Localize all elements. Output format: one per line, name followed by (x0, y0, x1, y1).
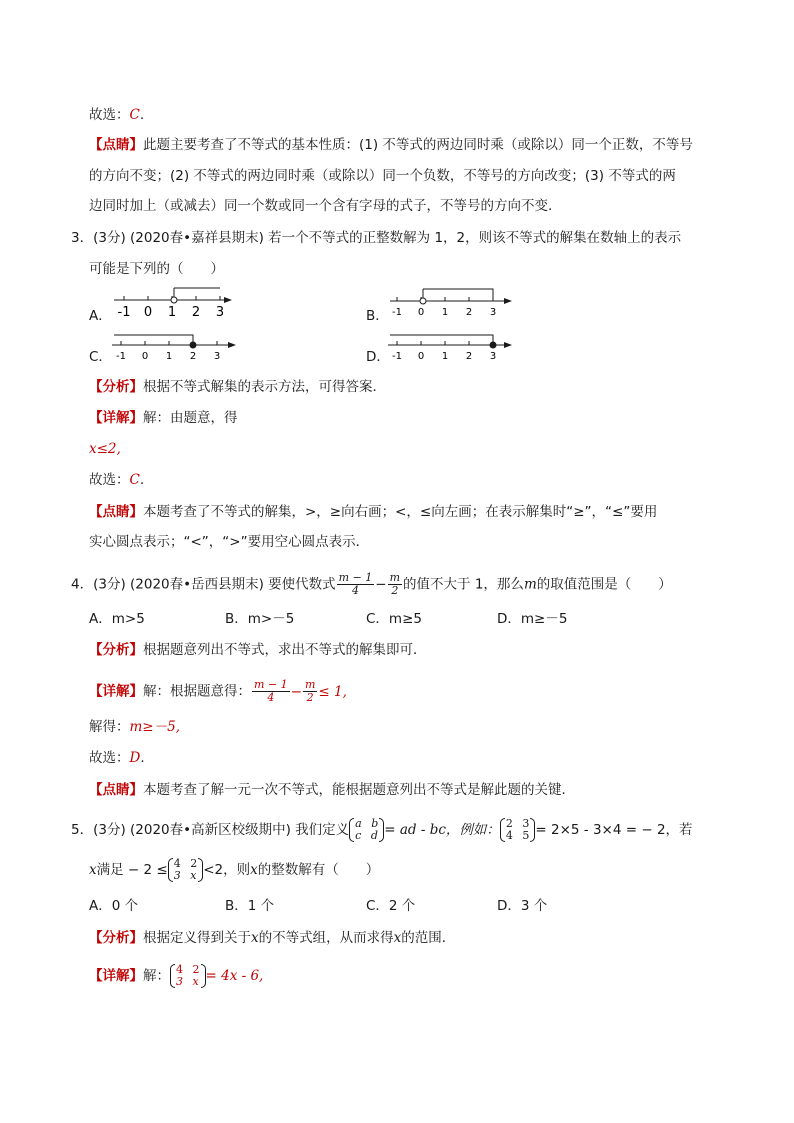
variable: x (251, 930, 259, 946)
tick-label: 3 (213, 351, 221, 362)
matrix-example (500, 818, 536, 842)
analysis-text: 根据不等式解集的表示方法，可得答案． (143, 379, 386, 395)
solution-formula (251, 678, 347, 704)
numerator: m (389, 571, 401, 584)
q4-option-c: C．m≥5 (366, 611, 422, 627)
q4-solution (89, 679, 347, 704)
q5-solution (89, 964, 263, 988)
tick-label: 2 (191, 305, 201, 319)
question-number: 5． (71, 822, 94, 838)
matrix-row: a b (355, 817, 379, 830)
q4-comment (89, 780, 575, 800)
q5-option-a: A．0 个 (89, 898, 139, 914)
solution-text: 解：根据题意得： (143, 683, 251, 700)
answer-choice: C (129, 107, 140, 123)
q3-stem-line-2 (89, 259, 224, 279)
question-stem: 的值不大于 1，那么 (403, 576, 524, 593)
solution-text: 解：由题意，得 (143, 410, 238, 426)
fraction (337, 572, 375, 597)
question-stem: (3分) (2020春•高新区校级期中) 我们定义 (93, 822, 350, 838)
analysis-text: 的范围． (401, 930, 456, 946)
q4-option-b: B．m>－5 (225, 611, 295, 627)
comment-text: 边同时加上（或减去）同一个数或同一个含有字母的式子，不等号的方向不变. (89, 198, 553, 214)
matrix-row: 2 3 (505, 817, 530, 830)
matrix-row: 3 x (176, 975, 199, 988)
solution-tag: 【详解】 (89, 968, 143, 984)
tick-label: -1 (116, 351, 126, 362)
comment-text: 本题考查了不等式的解集，>，≥向右画；<，≤向左画；在表示解集时“≥”，“≤”要用 (143, 504, 658, 520)
comment-tag: 【点睛】 (89, 504, 143, 520)
q3-number-line-d (386, 332, 516, 362)
analysis-text: 根据定义得到关于 (143, 930, 251, 946)
answer-period: . (139, 107, 145, 123)
comment-tag: 【点睛】 (89, 137, 143, 153)
q3-option-d-label: D． (366, 349, 390, 365)
q5-stem-line-1 (71, 818, 693, 842)
q4-solved (89, 717, 180, 737)
q3-number-line-c (110, 332, 240, 362)
question-number: 3． (71, 230, 94, 246)
matrix-row: 4 2 (173, 857, 198, 870)
tick-label: 3 (489, 307, 497, 318)
q3-number-line-a (110, 285, 235, 319)
comment-line-3 (89, 196, 552, 216)
tick-label: 1 (165, 351, 173, 362)
tick-label: 0 (143, 305, 153, 319)
question-stem: (3分) (2020春•岳西县期末) 要使代数式 (93, 576, 336, 593)
q5-option-d: D．3 个 (497, 898, 548, 914)
answer-choice: C (129, 472, 140, 488)
analysis-tag: 【分析】 (89, 930, 143, 946)
tick-label: 0 (417, 351, 425, 362)
tick-label: -1 (392, 307, 402, 318)
inequality-rhs: ≤ 1, (318, 683, 347, 700)
denominator: 2 (306, 691, 314, 704)
q4-stem (71, 572, 672, 597)
fraction (252, 679, 290, 704)
definition-rhs: = ad - bc，例如： (384, 822, 500, 838)
example-rhs: = 2×5 - 3×4 = − 2，若 (535, 822, 693, 838)
analysis-text: 根据题意列出不等式，求出不等式的解集即可． (143, 642, 427, 658)
tick-label: 2 (465, 307, 473, 318)
fraction (388, 572, 402, 597)
solution-formula (170, 963, 264, 988)
operator: − (375, 576, 387, 593)
analysis-tag: 【分析】 (89, 379, 143, 395)
q4-option-a: A．m>5 (89, 611, 145, 627)
tick-label: 1 (441, 307, 449, 318)
tick-label: 3 (489, 351, 497, 362)
denominator: 2 (391, 584, 399, 597)
tick-label: 0 (417, 307, 425, 318)
denominator: 4 (267, 691, 275, 704)
matrix-condition (168, 858, 204, 882)
matrix-row: c d (355, 829, 378, 842)
solution-rhs: = 4x - 6, (205, 968, 264, 984)
comment-text: 的方向不变；(2) 不等式的两边同时乘（或除以）同一个负数，不等号的方向改变；(3) 不等式的两 (89, 168, 676, 184)
answer-line (89, 105, 144, 125)
q4-option-d: D．m≥－5 (497, 611, 568, 627)
q3-comment-line-1 (89, 502, 657, 522)
q5-stem-line-2 (89, 858, 379, 882)
tick-label: 0 (141, 351, 149, 362)
matrix-row: 3 x (173, 869, 197, 882)
q3-option-a-label: A． (89, 308, 112, 324)
variable: x (250, 862, 258, 878)
tick-label: 1 (441, 351, 449, 362)
variable: x (89, 862, 97, 878)
q3-stem-line-1 (71, 228, 681, 248)
denominator: 4 (351, 584, 359, 597)
q3-answer (89, 470, 144, 490)
numerator: m − 1 (254, 678, 288, 691)
comment-text: 实心圆点表示；“<”，“>”要用空心圆点表示． (89, 534, 370, 550)
tick-label: 2 (189, 351, 197, 362)
tick-label: -1 (392, 351, 402, 362)
answer-period: . (140, 750, 145, 766)
comment-text: 此题主要考查了不等式的基本性质：(1) 不等式的两边同时乘（或除以）同一个正数，不等号 (143, 137, 693, 153)
tick-label: 3 (215, 305, 225, 319)
question-stem: <2，则 (203, 862, 251, 878)
question-stem: 的取值范围是（ ） (536, 576, 672, 593)
comment-tag: 【点睛】 (89, 782, 143, 798)
q4-answer (89, 748, 145, 768)
variable: x (393, 930, 402, 946)
comment-text: 本题考查了解一元一次不等式，能根据题意列出不等式是解此题的关键． (143, 782, 575, 798)
analysis-tag: 【分析】 (89, 642, 143, 658)
tick-label: 2 (465, 351, 473, 362)
analysis-text: 的不等式组，从而求得 (258, 930, 394, 946)
answer-label: 故选： (89, 107, 130, 123)
q3-option-c-label: C． (89, 349, 112, 365)
answer-choice: D (129, 750, 141, 766)
q3-comment-line-2 (89, 532, 369, 552)
tick-label: -1 (117, 305, 131, 319)
answer-period: . (139, 472, 145, 488)
question-number: 4． (71, 576, 94, 593)
q4-analysis (89, 640, 427, 660)
matrix-solution (170, 964, 206, 988)
question-stem: (3分) (2020春•嘉祥县期末) 若一个不等式的正整数解为 1，2，则该不等式的解集在数轴上的表示 (93, 230, 682, 246)
comment-line-1 (89, 135, 693, 155)
q3-number-line-b (386, 286, 516, 318)
answer-label: 故选： (89, 472, 130, 488)
solution-tag: 【详解】 (89, 410, 143, 426)
q5-option-b: B．1 个 (225, 898, 275, 914)
matrix-definition (349, 818, 384, 842)
matrix-row: 4 5 (505, 829, 530, 842)
answer-label: 故选： (89, 750, 130, 766)
q5-analysis (89, 928, 455, 948)
question-stem: 的整数解有（ ） (257, 862, 380, 878)
tick-label: 1 (167, 305, 177, 319)
q3-solution (89, 408, 238, 428)
matrix-row: 4 2 (176, 963, 200, 976)
solution-text: 解： (143, 968, 170, 984)
solution-tag: 【详解】 (89, 683, 143, 700)
q3-option-b-label: B． (366, 308, 389, 324)
solved-result: m≥－5, (129, 719, 180, 735)
fraction (303, 679, 317, 704)
numerator: m (304, 678, 316, 691)
q5-option-c: C．2 个 (366, 898, 416, 914)
solved-label: 解得： (89, 719, 130, 735)
comment-line-2 (89, 166, 676, 186)
q3-analysis (89, 377, 386, 397)
variable: m (523, 576, 537, 593)
numerator: m − 1 (338, 571, 373, 584)
question-stem: 满足 − 2 ≤ (96, 862, 168, 878)
question-stem: 可能是下列的（ ） (89, 261, 224, 277)
operator: − (290, 683, 302, 700)
q3-result: x≤2, (89, 441, 121, 457)
